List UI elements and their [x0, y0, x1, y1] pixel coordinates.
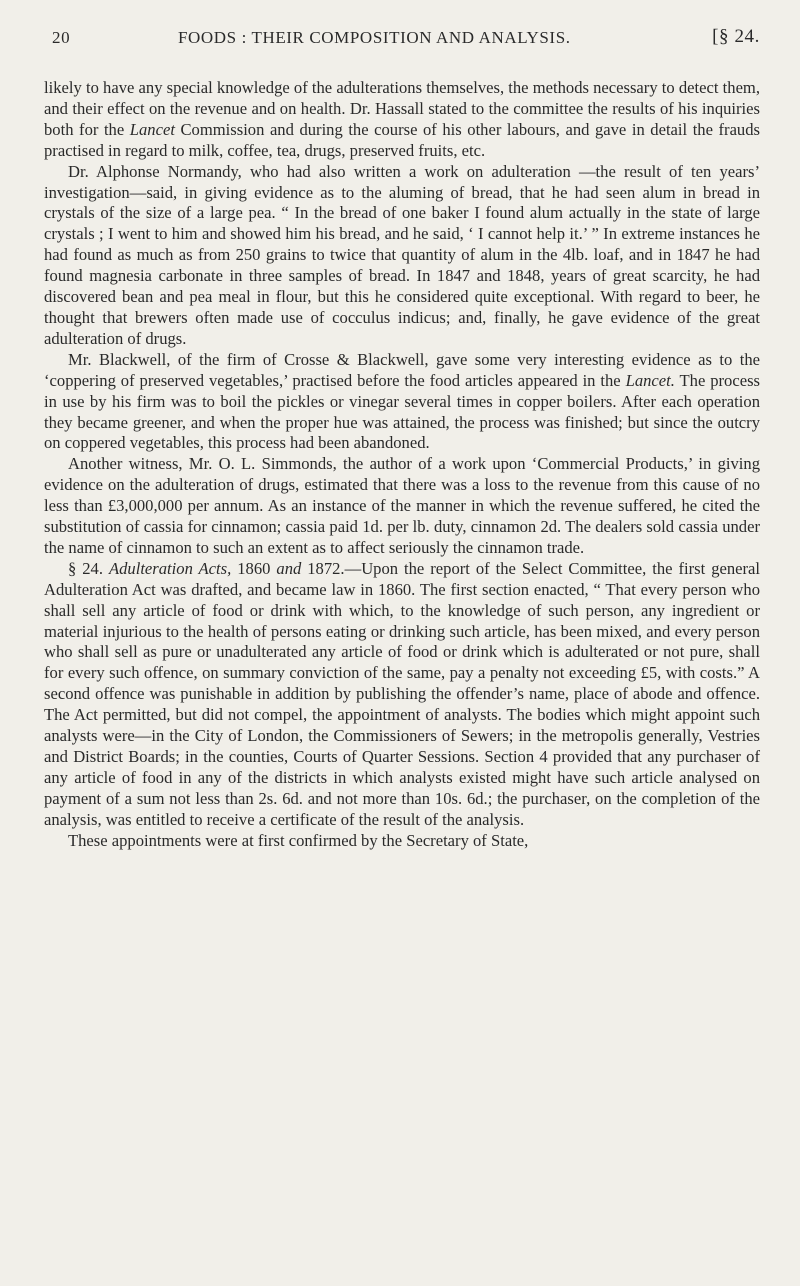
paragraph-hassall — [44, 78, 760, 162]
paragraph-text: —Upon the report of the Select Committee, the first general Adulteration Act was drafted, and became law in 1860. The first section enacted, “ That every person who shall sell any article of food or drink with which, to the knowledge of such person, any ingredient or material injurious to the health of persons eating or drinking such article, has been mixed, and every person who shall sell as pure or unadulterated any article of food or drink which is adulterated or not pure, shall for every such offence, on summary conviction of the same, pay a penalty not exceeding £5, with costs.” A second offence was punishable in addition by publishing the offender’s name, place of abode and offence. The Act permitted, but did not compel, the appointment of analysts. The bodies which might appoint such analysts were—in the City of London, the Commissioners of Sewers; in the metropolis generally, Vestries and District Boards; in the counties, Courts of Quarter Sessions. Section 4 provided that any purchaser of any article of food in any of the districts in which analysts existed might have such article analysed on payment of a sum not less than 2s. 6d. and not more than 10s. 6d.; the purchaser, on the completion of the analysis, was entitled to receive a certificate of the result of the analysis. — [44, 558, 761, 829]
page-number: 20 — [52, 28, 71, 47]
paragraph-text: The process in use by his firm was to boil the pickles or vinegar several times in copper boilers. After each operation they became greener, and when the proper hue was attained, the process was finished; but since the outcry on coppered vegetables, this process had been abandoned. — [44, 370, 761, 453]
running-head-title: FOODS : THEIR COMPOSITION AND ANALYSIS. — [178, 28, 571, 47]
paragraph-text: Another witness, Mr. O. L. Simmonds, the author of a work upon ‘Commercial Products,’ in giving evidence on the adulteration of drugs, estimated that there was a loss to the revenue from this cause of no less than £3,000,000 per annum. As an instance of the manner in which the revenue suffered, he cited the substitution of cassia for cinnamon; cassia paid 1d. per lb. duty, cinnamon 2d. The dealers sold cassia under the name of cinnamon to such an extent as to affect seriously the cinnamon trade. — [44, 454, 760, 557]
paragraph-simmonds — [44, 454, 760, 559]
paragraph-text: Mr. Blackwell, of the firm of Crosse & Blackwell, gave some very interesting evidence as to the ‘coppering of preserved vegetables,’ practised before the food articles appeared in the — [44, 349, 760, 390]
paragraph-appointments — [44, 831, 760, 852]
paragraph-blackwell — [44, 350, 760, 455]
paragraph-section-24 — [44, 559, 760, 831]
italic-lancet: Lancet — [129, 119, 175, 139]
section-heading: Adulteration Acts, — [108, 558, 232, 578]
paragraph-text: Dr. Alphonse Normandy, who had also written a work on adulteration —the result of ten years’ investigation—said, in giving evidence as to the aluming of bread, that he had seen alum in bread in crystals of the size of a large pea. “ In the bread of one baker I found alum actually in the state of large crystals ; I went to him and showed him his bread, and he said, ‘ I cannot help it.’ ” In extreme instances he had found as much as from 250 grains to twice that quantity of alum in the 4lb. loaf, and in 1847 he had found magnesia carbonate in three samples of bread. In 1847 and 1848, years of great scarcity, he had discovered bean and pea meal in flour, but this he considered quite exceptional. With regard to beer, he thought that brewers often made use of cocculus indicus; and, finally, he gave evidence of the great adulteration of drugs. — [44, 161, 760, 348]
paragraph-text: These appointments were at first confirmed by the Secretary of State, — [68, 830, 529, 850]
section-heading: and — [276, 558, 302, 578]
paragraph-text: likely to have any special knowledge of the adulterations themselves, the methods necessary to detect them, and their effect on the revenue and on health. Dr. Hassall stated to the committee the results of his inquiries both for the — [44, 78, 760, 139]
body-text — [44, 78, 760, 852]
paragraph-normandy — [44, 162, 760, 350]
section-heading-year: 1872. — [301, 558, 345, 578]
italic-lancet: Lancet. — [625, 370, 675, 390]
paragraph-text: Commission and during the course of his other labours, and gave in detail the frauds practised in regard to milk, coffee, tea, drugs, preserved fruits, etc. — [44, 119, 760, 160]
section-mark: § 24. — [68, 558, 104, 578]
running-head — [44, 28, 760, 58]
section-reference: [§ 24. — [712, 26, 760, 47]
section-heading-year: 1860 — [231, 558, 277, 578]
